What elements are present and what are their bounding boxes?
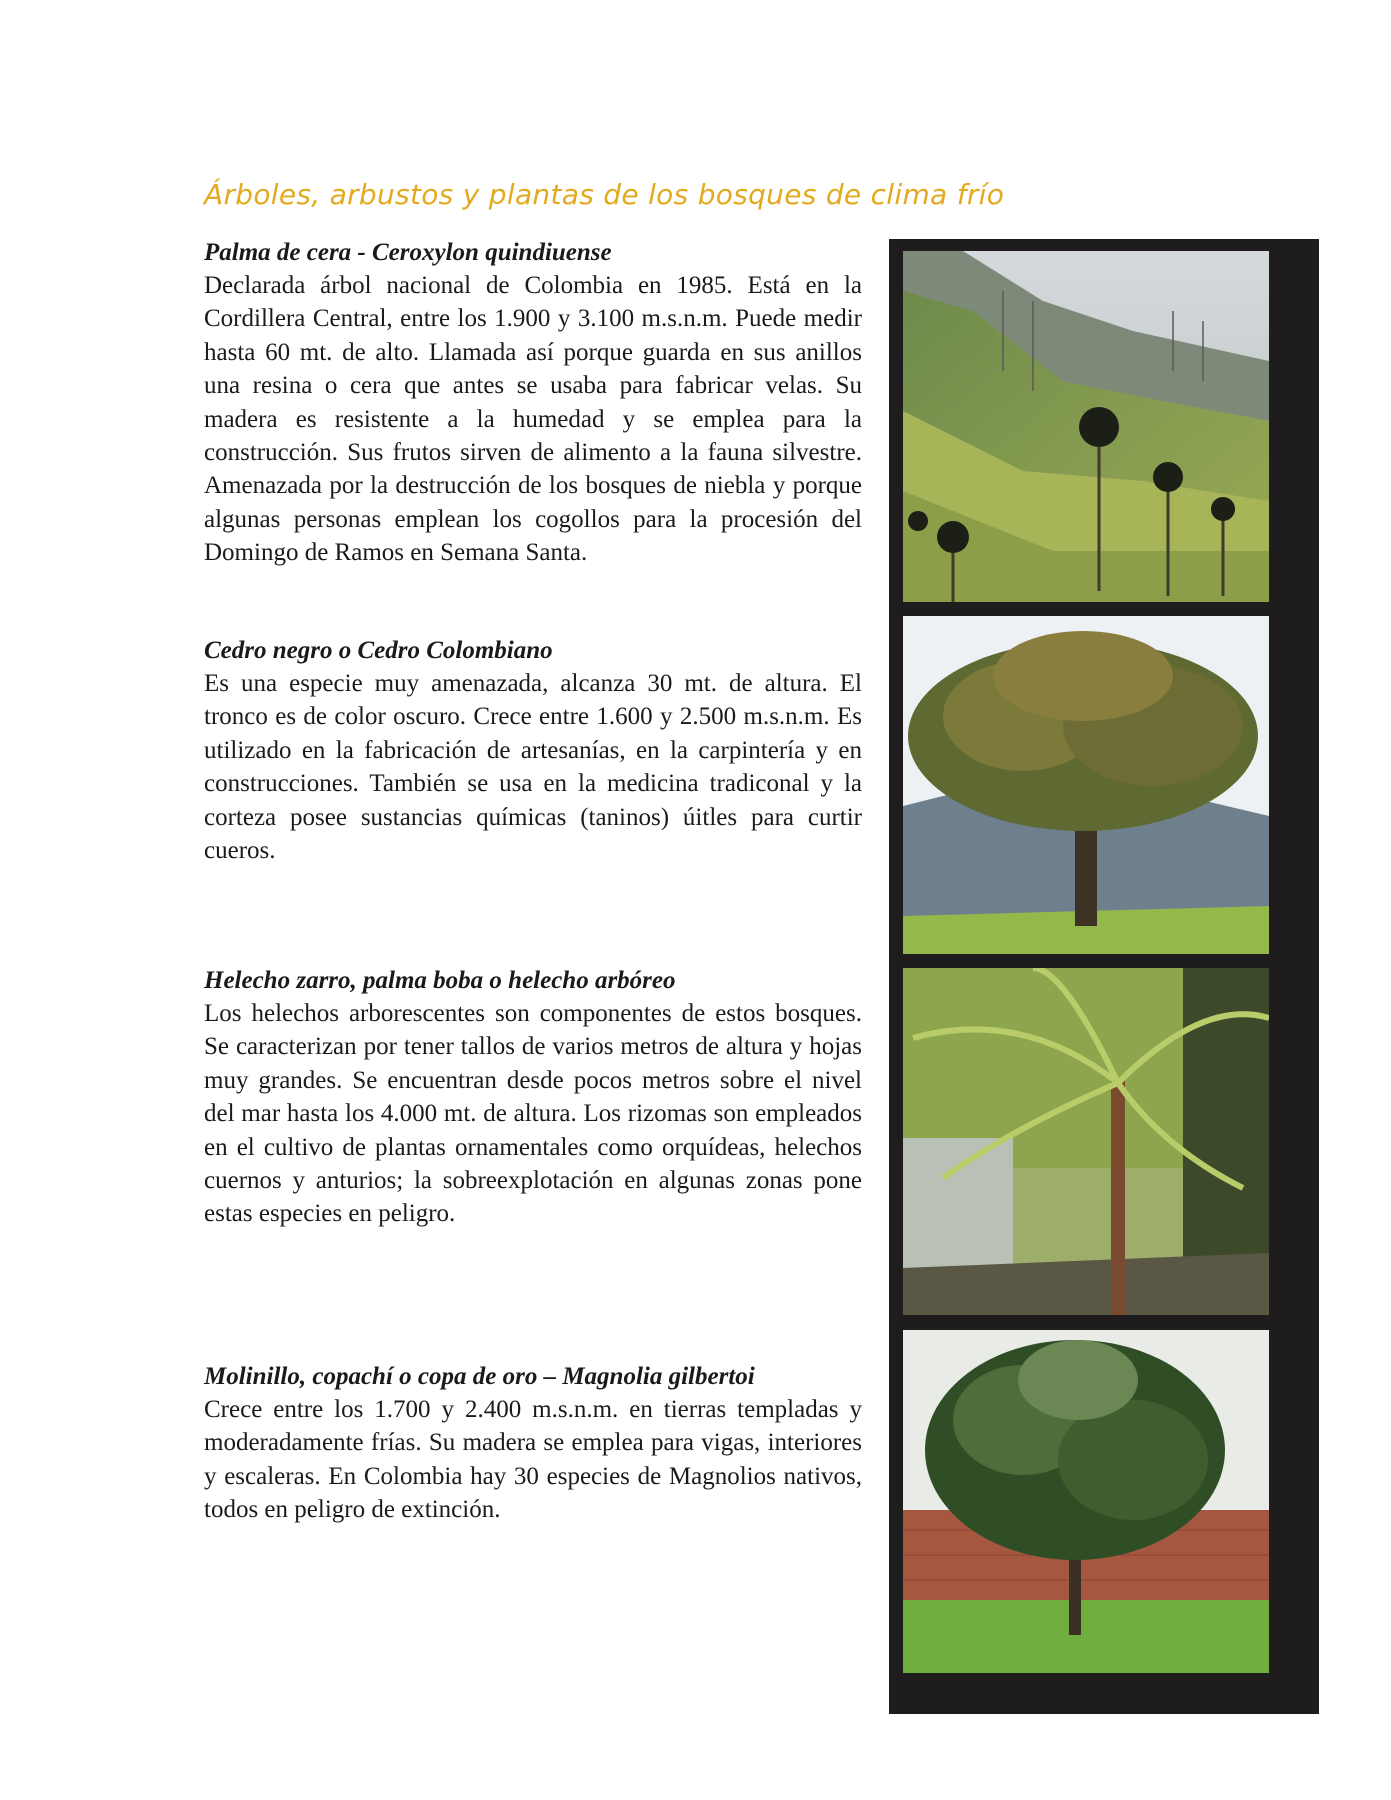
entry-title: Palma de cera - Ceroxylon quindiuense xyxy=(204,239,612,266)
photo-molinillo xyxy=(903,1330,1269,1673)
entry-title: Cedro negro o Cedro Colombiano xyxy=(204,637,553,664)
entry-text: Declarada árbol nacional de Colombia en 1985. Está en la Cordillera Central, entre los 1.900 y 3.100 m.s.n.m. Puede medir hasta 60 mt. de alto. Llamada así porque guarda en sus anillos una resina o cera que antes se usaba para fabricar velas. Su madera es resistente a la humedad y se emplea para la construcción. Sus frutos sirven de alimento a la fauna silvestre. Amenazada por la destrucción de los bosques de niebla y porque algunas personas emplean los cogollos para la procesión del Domingo de Ramos en Semana Santa. xyxy=(204,272,862,567)
photo-cedro-negro xyxy=(903,616,1269,954)
photo-helecho-zarro xyxy=(903,968,1269,1315)
entry-text: Crece entre los 1.700 y 2.400 m.s.n.m. en tierras templadas y moderadamente frías. Su madera se emplea para vigas, interiores y escaleras. En Colombia hay 30 especies de Magnolios nativos, todos en peligro de extinción. xyxy=(204,1396,862,1524)
entry-helecho-zarro xyxy=(204,964,862,1231)
entry-title: Molinillo, copachí o copa de oro – Magnolia gilbertoi xyxy=(204,1363,755,1390)
page-heading: Árboles, arbustos y plantas de los bosques de clima frío xyxy=(204,178,1005,211)
entry-title: Helecho zarro, palma boba o helecho arbóreo xyxy=(204,967,676,994)
entry-cedro-negro xyxy=(204,634,862,867)
entry-palma-de-cera xyxy=(204,236,862,570)
entry-text: Los helechos arborescentes son componentes de estos bosques. Se caracterizan por tener tallos de varios metros de altura y hojas muy grandes. Se encuentran desde pocos metros sobre el nivel del mar hasta los 4.000 mt. de altura. Los rizomas son empleados en el cultivo de plantas ornamentales como orquídeas, helechos cuernos y anturios; la sobreexplotación en algunas zonas pone estas especies en peligro. xyxy=(204,1000,862,1228)
entry-text: Es una especie muy amenazada, alcanza 30 mt. de altura. El tronco es de color oscuro. Crece entre 1.600 y 2.500 m.s.n.m. Es utilizado en la fabricación de artesanías, en la carpintería y en construcciones. También se usa en la medicina tradiconal y la corteza posee sustancias químicas (taninos) úitles para curtir cueros. xyxy=(204,670,862,865)
photo-palma-de-cera xyxy=(903,251,1269,602)
entry-molinillo xyxy=(204,1360,862,1527)
